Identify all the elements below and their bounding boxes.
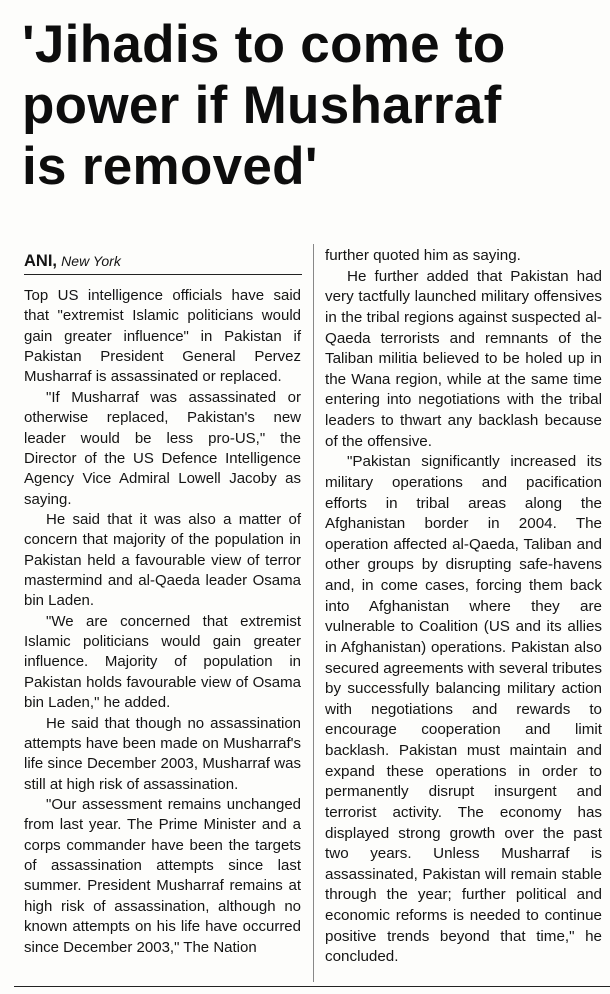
headline xyxy=(22,14,602,197)
paragraph: "Our assessment remains unchanged from last year. The Prime Minister and a corps commander have been the targets of assassination attempts since last summer. President Musharraf remains at high risk of assassination, although no known attempts on his life have occurred since December 2003," The Nation xyxy=(24,795,301,956)
paragraph: He further added that Pakistan had very tactfully launched military offensives in the tribal regions against suspected al-Qaeda terrorists and remnants of the Taliban militia believed to be holed up in the Wana region, while at the same time entering into negotiations with the tribal leaders to thwart any backlash because of the offensive. xyxy=(325,267,602,450)
paragraph: "If Musharraf was assassinated or otherwise replaced, Pakistan's new leader would be less pro-US," the Director of the US Defence Intelligence Agency Vice Admiral Lowell Jacoby as saying. xyxy=(24,388,301,508)
article-column-left xyxy=(24,250,301,958)
byline xyxy=(24,250,301,272)
bottom-rule xyxy=(14,986,610,987)
paragraph: He said that though no assassination attempts have been made on Musharraf's life since December 2003, Musharraf was still at high risk of assassination. xyxy=(24,714,301,793)
paragraph: Top US intelligence officials have said that "extremist Islamic politicians would gain greater influence" in Pakistan if Pakistan President General Pervez Musharraf is assassinated or replaced. xyxy=(24,287,301,386)
headline-line: is removed' xyxy=(22,137,318,196)
paragraph: "We are concerned that extremist Islamic politicians would gain greater influence. Majority of population in Pakistan holds favourable view of Osama bin Laden," he added. xyxy=(24,612,301,712)
paragraph-continued: further quoted him as saying. xyxy=(325,247,521,264)
paragraph: "Pakistan significantly increased its military operations and pacification efforts in tribal areas along the Afghanistan border in 2004. The operation affected al-Qaeda, Taliban and other groups by disrupting safe-havens and, in come cases, forcing them back into Afghanistan where they are vulnerable to Coalition (US and its allies in Afghanistan) operations. Pakistan also secured agreements with several tributes by successfully balancing military action with negotiations and rewards to encourage cooperation and limit backlash. Pakistan must maintain and expand these operations in order to permanently disrupt insurgent and terrorist activity. The economy has displayed strong growth over the past two years. Unless Musharraf is assassinated, Pakistan will remain stable through the year; further political and economic reforms is needed to continue positive trends beyond that time," he concluded. xyxy=(325,453,602,966)
byline-location: New York xyxy=(61,253,121,269)
article-column-right xyxy=(325,246,602,968)
byline-agency: ANI, xyxy=(24,252,57,270)
column-divider xyxy=(313,244,314,982)
headline-line: 'Jihadis to come to xyxy=(22,15,506,74)
paragraph: He said that it was also a matter of concern that majority of the population in Pakistan held a favourable view of terror mastermind and al-Qaeda leader Osama bin Laden. xyxy=(24,510,301,610)
headline-line: power if Musharraf xyxy=(22,76,502,135)
